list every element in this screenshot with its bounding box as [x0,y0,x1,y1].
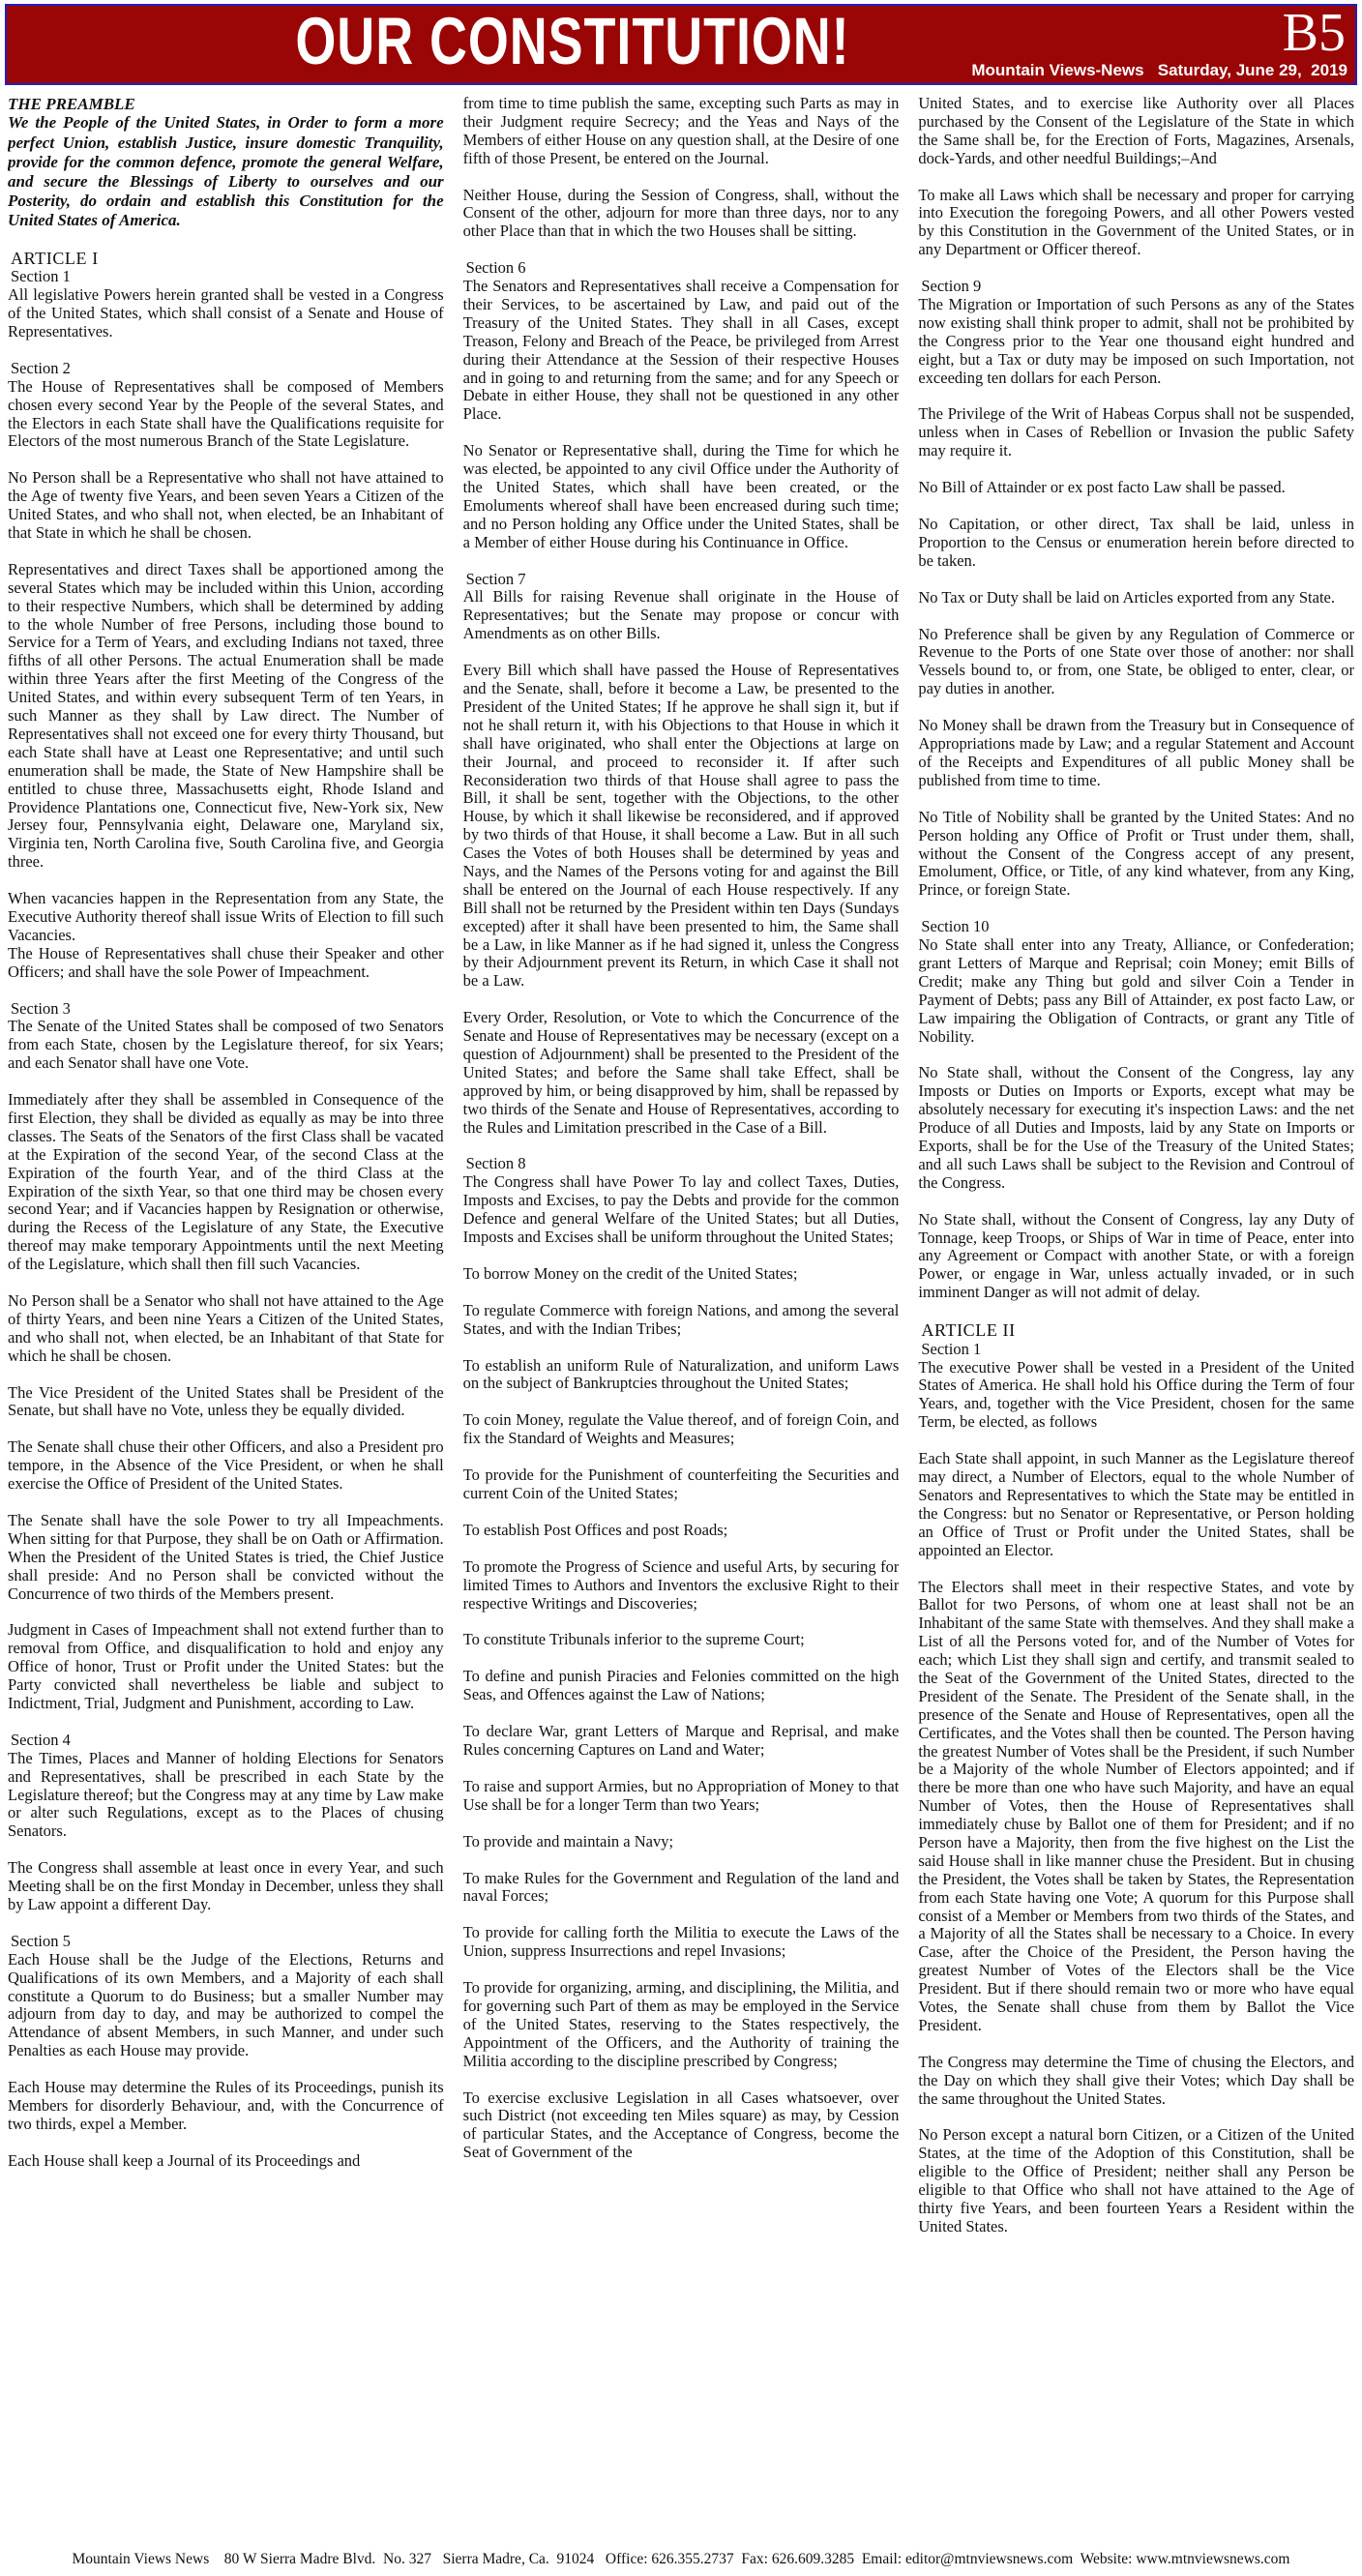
paragraph: The Migration or Importation of such Persons as any of the States now existing shall think proper to admit, shall not be prohibited by the Congress prior to the Year one thousand eight hundred and eight, but a Tax or duty may be imposed on such Importation, not exceeding ten dollars for each Person. [918,295,1354,387]
paragraph: To raise and support Armies, but no Appropriation of Money to that Use shall be for a longer Term than two Years; [462,1776,900,1814]
section-heading: Section 2 [11,358,71,377]
text-column [8,95,444,2530]
paragraph: To make Rules for the Government and Regulation of the land and naval Forces; [462,1868,900,1906]
paragraph: The Vice President of the United States shall be President of the Senate, but shall have no Vote, unless they be equally divided. [8,1382,444,1420]
paragraph: The Senators and Representatives shall receive a Compensation for their Services, to be ascertained by Law, and paid out of the Treasury of the United States. They shall in all Cases, except Treason, Felony and Breach of the Peace, be privileged from Arrest during their Attendance at the Session of their respective Houses and in going to and returning from the same; and for any Speech or Debate in either House, they shall not be questioned in any other Place. [462,277,900,424]
paragraph: To coin Money, regulate the Value thereof, and of foreign Coin, and fix the Standard of Weights and Measures; [462,1410,900,1448]
section-heading: Section 7 [465,569,526,588]
paragraph: United States, and to exercise like Authority over all Places purchased by the Consent of the Legislature of the State in which the Same shall be, for the Erection of Forts, Magazines, Arsenals, dock-Yards, and other needful Buildings;–And [918,95,1354,167]
text-column [463,95,900,2530]
paragraph: The Senate shall have the sole Power to try all Impeachments. When sitting for that Purpose, they shall be on Oath or Affirmation. When the President of the United States is tried, the Chief Justice shall preside: And no Person shall be convicted without the Concurrence of two thirds of the Members present. [8,1511,444,1603]
section-heading: Section 1 [11,267,71,286]
paragraph: Immediately after they shall be assembled in Consequence of the first Election, they shall be divided as equally as may be into three classes. The Seats of the Senators of the first Class shall be vacated at the Expiration of the second Year, of the second Class at the Expiration of the fourth Year, and of the third Class at the Expiration of the sixth Year, so that one third may be chosen every second Year; and if Vacancies happen by Resignation or otherwise, during the Recess of the Legislature of any State, the Executive thereof may make temporary Appointments until the next Meeting of the Legislature, which shall then fill such Vacancies. [8,1090,444,1274]
paragraph: We the People of the United States, in Order to form a more perfect Union, establish Justice, insure domestic Tranquility, provide for the common defence, promote the general Welfare, and secure the Blessings of Liberty to ourselves and our Posterity, do ordain and establish this Constitution for the United States of America. [8,113,444,229]
paragraph: No Tax or Duty shall be laid on Articles exported from any State. [918,587,1335,607]
text-column [918,95,1354,2530]
page-title: OUR CONSTITUTION! [295,4,851,79]
paragraph: The Congress shall have Power To lay and collect Taxes, Duties, Imposts and Excises, to pay the Debts and provide for the common Defence and general Welfare of the United States; but all Duties, Imposts and Excises shall be uniform throughout the United States; [462,1172,900,1246]
section-heading: Section 9 [921,277,982,296]
paragraph: Neither House, during the Session of Congress, shall, without the Consent of the other, adjourn for more than three days, nor to any other Place than that in which the two Houses shall be sitting. [462,185,900,241]
section-heading: Section 6 [465,258,526,278]
paragraph: To borrow Money on the credit of the United States; [462,1263,798,1283]
section-heading: Section 8 [465,1154,526,1173]
paragraph: Each House shall be the Judge of the Elections, Returns and Qualifications of its own Members, and a Majority of each shall constitute a Quorum to do Business; but a smaller Number may adjourn from day to day, and may be authorized to compel the Attendance of absent Members, in such Manner, and under such Penalties as each House may provide. [8,1949,444,2060]
paragraph: To provide for the Punishment of counterfeiting the Securities and current Coin of the United States; [462,1466,900,1502]
paragraph: The Senate shall chuse their other Officers, and also a President pro tempore, in the Absence of the Vice President, or when he shall exercise the Office of President of the United States. [8,1437,444,1494]
page-number: B5 [1282,3,1346,63]
paragraph: To provide and maintain a Navy; [462,1831,674,1851]
paragraph: Each House shall keep a Journal of its Proceedings and [8,2150,361,2170]
paragraph: The executive Power shall be vested in a President of the United States of America. He shall hold his Office during the Term of four Years, and, together with the Vice President, chosen for the same Term, be elected, as follows [918,1357,1354,1432]
article-heading: ARTICLE I [11,248,99,268]
preamble-heading: THE PREAMBLE [8,95,135,113]
paragraph: No Capitation, or other direct, Tax shall be laid, unless in Proportion to the Census or enumeration herein before directed to be taken. [918,515,1354,570]
paragraph: The House of Representatives shall chuse their Speaker and other Officers; and shall have the sole Power of Impeachment. [8,943,444,981]
paragraph: To exercise exclusive Legislation in all Cases whatsoever, over such District (not exceeding ten Miles square) as may, by Cession of particular States, and the Acceptance of Congress, become the Seat of Government of the [462,2087,900,2162]
paragraph: No Person shall be a Senator who shall not have attained to the Age of thirty Years, and been nine Years a Citizen of the United States, and who shall not, when elected, be an Inhabitant of that State for which he shall be chosen. [8,1290,444,1365]
paragraph: The Congress may determine the Time of chusing the Electors, and the Day on which they shall give their Votes; which Day shall be the same throughout the United States. [918,2052,1354,2108]
paragraph: from time to time publish the same, excepting such Parts as may in their Judgment require Secrecy; and the Yeas and Nays of the Members of either House on any question shall, at the Desire of one fifth of those Present, be entered on the Journal. [462,95,900,167]
section-heading: Section 10 [921,917,990,936]
paragraph: No Person shall be a Representative who shall not have attained to the Age of twenty five Years, and been seven Years a Citizen of the United States, and who shall not, when elected, be an Inhabitant of that State in which he shall be chosen. [8,468,444,543]
publication-dateline: Mountain Views-News Saturday, June 29, 2019 [971,61,1347,79]
paragraph: To define and punish Piracies and Felonies committed on the high Seas, and Offences against the Law of Nations; [462,1667,900,1704]
paragraph: The Senate of the United States shall be composed of two Senators from each State, chosen by the Legislature thereof, for six Years; and each Senator shall have one Vote. [8,1017,444,1073]
paragraph: Each House may determine the Rules of its Proceedings, punish its Members for disorderly Behaviour, and, with the Concurrence of two thirds, expel a Member. [8,2078,444,2133]
paragraph: To make all Laws which shall be necessary and proper for carrying into Execution the foregoing Powers, and all other Powers vested by this Constitution in the Government of the United States, or in any Department or Officer thereof. [918,185,1354,259]
section-heading: Section 5 [11,1931,71,1950]
paragraph: When vacancies happen in the Representation from any State, the Executive Authority thereof shall issue Writs of Election to fill such Vacancies. [8,889,444,944]
paragraph: No State shall enter into any Treaty, Alliance, or Confederation; grant Letters of Marque and Reprisal; coin Money; emit Bills of Credit; make any Thing but gold and silver Coin a Tender in Payment of Debts; pass any Bill of Attainder, ex post facto Law, or Law impairing the Obligation of Contracts, or grant any Title of Nobility. [918,935,1354,1046]
paragraph: To establish Post Offices and post Roads; [462,1520,728,1539]
paragraph: No Senator or Representative shall, during the Time for which he was elected, be appointed to any civil Office under the Authority of the United States, which shall have been created, or the Emoluments whereof shall have been encreased during such time; and no Person holding any Office under the United States, shall be a Member of either House during his Continuance in Office. [462,441,900,551]
paragraph: Every Order, Resolution, or Vote to which the Concurrence of the Senate and House of Representatives may be necessary (except on a question of Adjournment) shall be presented to the President of the United States; and before the Same shall take Effect, shall be approved by him, or being disapproved by him, shall be repassed by two thirds of the Senate and House of Representatives, according to the Rules and Limitation prescribed in the Case of a Bill. [462,1008,900,1137]
paragraph: Each State shall appoint, in such Manner as the Legislature thereof may direct, a Number of Electors, equal to the whole Number of Senators and Representatives to which the State may be entitled in the Congress: but no Senator or Representative, or Person holding an Office of Trust or Profit under the United States, shall be appointed an Elector. [918,1449,1354,1559]
columns [8,95,1354,2530]
paragraph: Judgment in Cases of Impeachment shall not extend further than to removal from Office, and disqualification to hold and enjoy any Office of honor, Trust or Profit under the United States: but the Party convicted shall nevertheless be liable and subject to Indictment, Trial, Judgment and Punishment, according to Law. [8,1620,444,1713]
paragraph: No State shall, without the Consent of the Congress, lay any Imposts or Duties on Imports or Exports, except what may be absolutely necessary for executing it's inspection Laws: and the net Produce of all Duties and Imposts, laid by any State on Imports or Exports, shall be for the Use of the Treasury of the United States; and all such Laws shall be subject to the Revision and Controul of the Congress. [918,1063,1354,1192]
paragraph: To declare War, grant Letters of Marque and Reprisal, and make Rules concerning Captures on Land and Water; [462,1722,900,1760]
paragraph: To provide for organizing, arming, and disciplining, the Militia, and for governing such Part of them as may be employed in the Service of the United States, reserving to the States respectively, the Appointment of the Officers, and the Authority of training the Militia according to the discipline prescribed by Congress; [462,1978,900,2070]
paragraph: All legislative Powers herein granted shall be vested in a Congress of the United States, which shall consist of a Senate and House of Representatives. [8,285,444,341]
paragraph: The House of Representatives shall be composed of Members chosen every second Year by the People of the several States, and the Electors in each State shall have the Qualifications requisite for Electors of the most numerous Branch of the State Legislature. [8,376,444,451]
section-heading: Section 3 [11,998,71,1018]
paragraph: Representatives and direct Taxes shall be apportioned among the several States which may be included within this Union, according to their respective Numbers, which shall be determined by adding to the whole Number of free Persons, including those bound to Service for a Term of Years, and excluding Indians not taxed, three fifths of all other Persons. The actual Enumeration shall be made within three Years after the first Meeting of the Congress of the United States, and within every subsequent Term of ten Years, in such Manner as they shall by Law direct. The Number of Representatives shall not exceed one for every thirty Thousand, but each State shall have at Least one Representative; and until such enumeration shall be made, the State of New Hampshire shall be entitled to chuse three, Massachusetts eight, Rhode Island and Providence Plantations one, Connecticut five, New-York six, New Jersey four, Pennsylvania eight, Delaware one, Maryland six, Virginia ten, North Carolina five, South Carolina five, and Georgia three. [8,559,444,872]
section-heading: Section 1 [921,1339,982,1358]
paragraph: The Times, Places and Manner of holding Elections for Senators and Representatives, shall be prescribed in each State by the Legislature thereof; but the Congress may at any time by Law make or alter such Regulations, except as to the Places of chusing Senators. [8,1748,444,1841]
paragraph: No Bill of Attainder or ex post facto Law shall be passed. [918,478,1286,497]
footer-contact-line: Mountain Views News 80 W Sierra Madre Blvd. No. 327 Sierra Madre, Ca. 91024 Office: 626.355.2737 Fax: 626.609.3285 Email: editor@mtnviewsnews.com Website: www.mtnviewsnews.com [72,2551,1290,2567]
paragraph: To provide for calling forth the Militia to execute the Laws of the Union, suppress Insurrections and repel Invasions; [462,1923,900,1961]
paragraph: To constitute Tribunals inferior to the supreme Court; [462,1630,805,1649]
paragraph: To establish an uniform Rule of Naturalization, and uniform Laws on the subject of Bankruptcies throughout the United States; [462,1355,900,1393]
paragraph: All Bills for raising Revenue shall originate in the House of Representatives; but the Senate may propose or concur with Amendments as on other Bills. [462,587,900,643]
paragraph: The Electors shall meet in their respective States, and vote by Ballot for two Persons, of whom one at least shall not be an Inhabitant of the same State with themselves. And they shall make a List of all the Persons voted for, and of the Number of Votes for each; which List they shall sign and certify, and transmit sealed to the Seat of the Government of the United States, directed to the President of the Senate. The President of the Senate shall, in the presence of the Senate and House of Representatives, open all the Certificates, and the Votes shall then be counted. The Person having the greatest Number of Votes shall be the President, if such Number be a Majority of the whole Number of Electors appointed; and if there be more than one who have such Majority, and have an equal Number of Votes, then the House of Representatives shall immediately chuse by Ballot one of them for President; and if no Person have a Majority, then from the five highest on the List the said House shall in like manner chuse the President. But in chusing the President, the Votes shall be taken by States, the Representation from each State having one Vote; A quorum for this Purpose shall consist of a Member or Members from two thirds of the States, and a Majority of all the States shall be necessary to a Choice. In every Case, after the Choice of the President, the Person having the greatest Number of Votes of the Electors shall be the Vice President. But if there should remain two or more who have equal Votes, the Senate shall chuse from them by Ballot the Vice President. [918,1577,1354,2034]
article-heading: ARTICLE II [921,1320,1016,1341]
paragraph: No Preference shall be given by any Regulation of Commerce or Revenue to the Ports of one State over those of another: nor shall Vessels bound to, or from, one State, be obliged to enter, clear, or pay duties in another. [918,624,1354,698]
paragraph: No Title of Nobility shall be granted by the United States: And no Person holding any Office of Profit or Trust under them, shall, without the Consent of the Congress accept of any present, Emolument, Office, or Title, of any kind whatever, from any King, Prince, or foreign State. [918,807,1354,900]
paragraph: The Congress shall assemble at least once in every Year, and such Meeting shall be on the first Monday in December, unless they shall by Law appoint a different Day. [8,1858,444,1914]
paragraph: Every Bill which shall have passed the House of Representatives and the Senate, shall, before it become a Law, be presented to the President of the United States; If he approve he shall sign it, but if not he shall return it, with his Objections to that House in which it shall have originated, who shall enter the Objections at large on their Journal, and proceed to reconsider it. If after such Reconsideration two thirds of that House shall agree to pass the Bill, it shall be sent, together with the Objections, to the other House, by which it shall likewise be reconsidered, and if approved by two thirds of that House, it shall become a Law. But in all such Cases the Votes of both Houses shall be determined by yeas and Nays, and the Names of the Persons voting for and against the Bill shall be entered on the Journal of each House respectively. If any Bill shall not be returned by the President within ten Days (Sundays excepted) after it shall have been presented to him, the Same shall be a Law, in like Manner as if he had signed it, unless the Congress by their Adjournment prevent its Return, in which Case it shall not be a Law. [462,661,900,991]
paragraph: To regulate Commerce with foreign Nations, and among the several States, and with the Indian Tribes; [462,1300,900,1338]
paragraph: The Privilege of the Writ of Habeas Corpus shall not be suspended, unless when in Cases of Rebellion or Invasion the public Safety may require it. [918,404,1354,460]
paragraph: To promote the Progress of Science and useful Arts, by securing for limited Times to Authors and Inventors the exclusive Right to their respective Writings and Discoveries; [462,1556,900,1613]
section-heading: Section 4 [11,1730,71,1749]
paragraph: No Person except a natural born Citizen, or a Citizen of the United States, at the time of the Adoption of this Constitution, shall be eligible to the Office of President; neither shall any Person be eligible to that Office who shall not have attained to the Age of thirty five Years, and been fourteen Years a Resident within the United States. [918,2125,1354,2235]
page-banner [5,4,1357,85]
paragraph: No Money shall be drawn from the Treasury but in Consequence of Appropriations made by Law; and a regular Statement and Account of the Receipts and Expenditures of all public Money shall be published from time to time. [918,716,1354,789]
paragraph: No State shall, without the Consent of Congress, lay any Duty of Tonnage, keep Troops, or Ships of War in time of Peace, enter into any Agreement or Compact with another State, or with a foreign Power, or engage in War, unless actually invaded, or in such imminent Danger as will not admit of delay. [918,1209,1354,1302]
